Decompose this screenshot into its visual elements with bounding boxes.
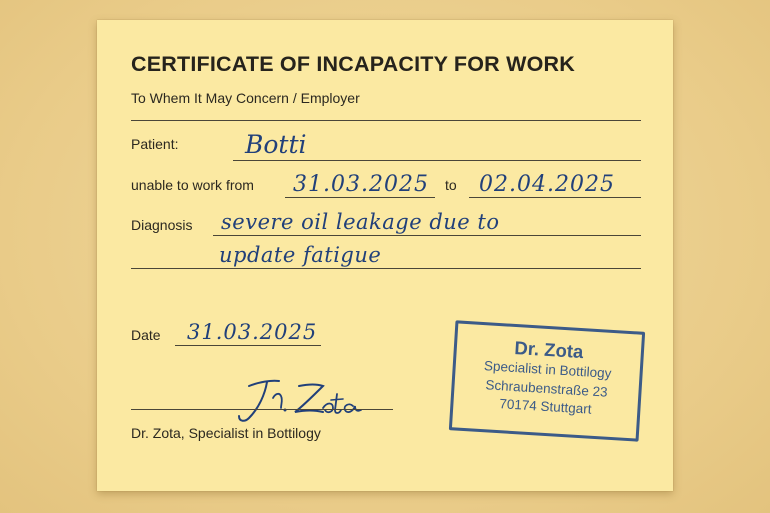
diagnosis-line	[213, 235, 641, 236]
date-line	[175, 345, 321, 346]
doctor-stamp	[449, 320, 645, 441]
stamp-city: 70174 Stuttgart	[498, 396, 592, 417]
from-date-value: 31.03.2025	[293, 172, 429, 197]
certificate-subtitle: To Whem It May Concern / Employer	[131, 90, 360, 106]
from-date-line	[285, 197, 435, 198]
diagnosis-label: Diagnosis	[131, 217, 193, 233]
to-date-value: 02.04.2025	[479, 172, 615, 197]
date-value: 31.03.2025	[187, 320, 318, 344]
diagnosis-line-1: severe oil leakage due to	[221, 210, 500, 234]
patient-value: Botti	[245, 130, 307, 159]
signature	[215, 364, 365, 424]
unable-to-work-label: unable to work from	[131, 177, 254, 193]
date-label: Date	[131, 327, 161, 343]
diagnosis-line-2-rule	[131, 268, 641, 269]
to-label: to	[445, 177, 457, 193]
signature-line	[131, 409, 393, 410]
signer-caption: Dr. Zota, Specialist in Bottilogy	[131, 425, 321, 441]
certificate-title: CERTIFICATE OF INCAPACITY FOR WORK	[131, 52, 575, 76]
certificate-paper	[97, 20, 673, 491]
patient-label: Patient:	[131, 136, 179, 152]
to-date-line	[469, 197, 641, 198]
diagnosis-line-2: update fatigue	[219, 243, 382, 267]
stamp-specialty: Specialist in Bottilogy	[483, 358, 612, 381]
header-divider	[131, 120, 641, 121]
stamp-street: Schraubenstraße 23	[485, 376, 609, 400]
stamp-name: Dr. Zota	[513, 336, 584, 363]
patient-line	[233, 160, 641, 161]
